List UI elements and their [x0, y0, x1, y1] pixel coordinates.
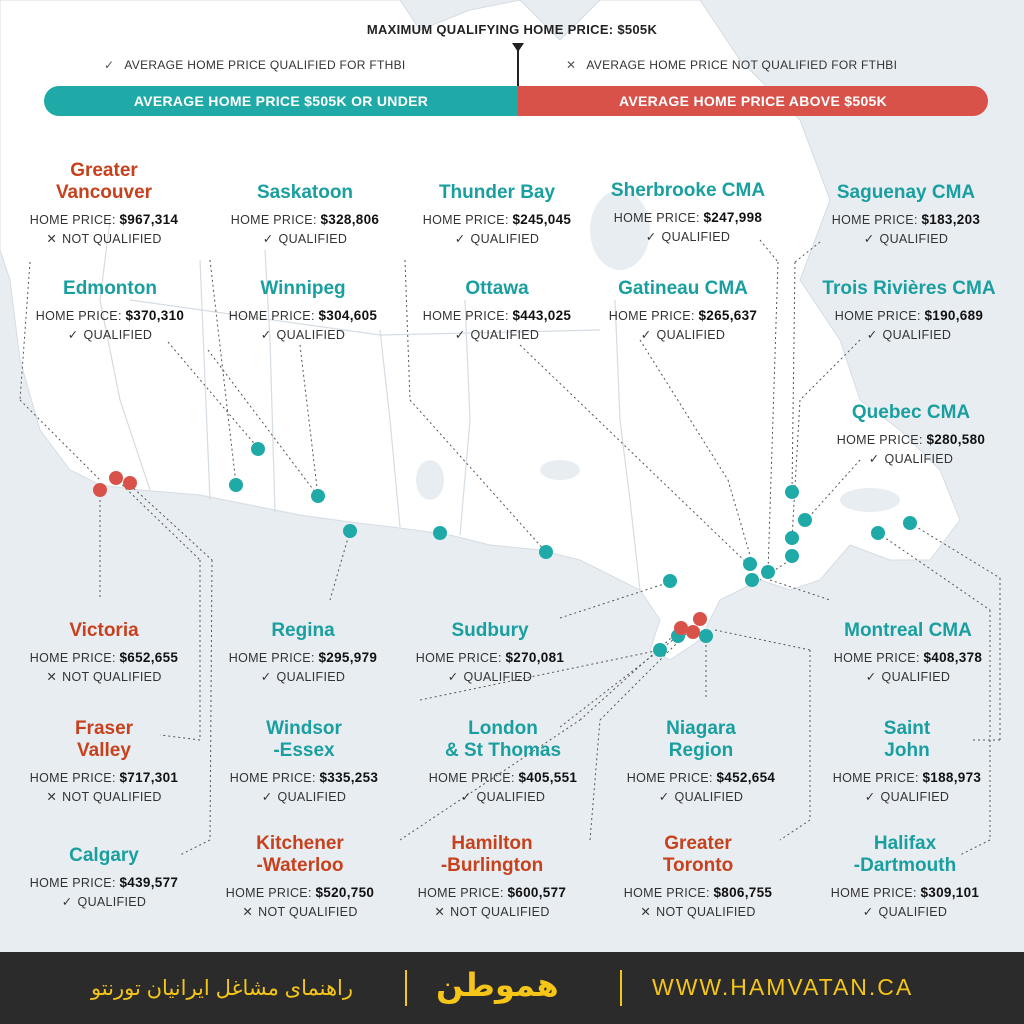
price-value: $309,101	[920, 885, 980, 900]
city-name: London & St Thomas	[444, 718, 562, 761]
check-icon: ✓	[61, 895, 73, 909]
status-text: QUALIFIED	[661, 230, 731, 244]
city-status	[805, 904, 1005, 919]
price-value: $270,081	[505, 650, 565, 665]
price-value: $652,655	[119, 650, 179, 665]
footer-tagline: راهنمای مشاغل ایرانیان تورنتو	[90, 977, 354, 1000]
city-status	[4, 231, 204, 246]
cross-icon: ✕	[46, 790, 58, 804]
price-label: HOME PRICE:	[422, 309, 513, 323]
status-text: QUALIFIED	[878, 905, 948, 919]
city-label-kitchener-waterloo	[200, 833, 400, 919]
status-text: QUALIFIED	[476, 790, 546, 804]
status-text: QUALIFIED	[276, 670, 346, 684]
city-marker-saint-john[interactable]	[871, 526, 885, 540]
status-text: QUALIFIED	[277, 790, 347, 804]
check-icon: ✓	[460, 790, 472, 804]
price-value: $520,750	[315, 885, 375, 900]
city-label-halifax-dartmouth	[805, 833, 1005, 919]
city-status	[583, 327, 783, 342]
city-name: Victoria	[69, 620, 139, 641]
city-price	[10, 308, 210, 323]
city-name: Niagara Region	[666, 718, 736, 761]
status-text: QUALIFIED	[276, 328, 346, 342]
city-label-victoria	[4, 620, 204, 684]
bar-under-threshold: AVERAGE HOME PRICE $505K OR UNDER	[44, 86, 518, 116]
price-label: HOME PRICE:	[832, 771, 923, 785]
city-price	[809, 308, 1009, 323]
city-label-hamilton-burlington	[392, 833, 592, 919]
price-label: HOME PRICE:	[836, 433, 927, 447]
city-price	[203, 308, 403, 323]
city-price	[806, 212, 1006, 227]
city-marker-sherbrooke-cma[interactable]	[761, 565, 775, 579]
city-status	[397, 327, 597, 342]
city-marker-halifax-dartmouth[interactable]	[903, 516, 917, 530]
city-status	[205, 231, 405, 246]
city-name: Windsor -Essex	[266, 718, 342, 761]
legend-not-qualified: ✕ AVERAGE HOME PRICE NOT QUALIFIED FOR FTHBI	[566, 58, 898, 72]
status-text: QUALIFIED	[884, 452, 954, 466]
city-price	[204, 770, 404, 785]
check-icon: ✓	[447, 670, 459, 684]
city-marker-greater-vancouver[interactable]	[93, 483, 107, 497]
check-icon: ✓	[645, 230, 657, 244]
status-text: NOT QUALIFIED	[258, 905, 358, 919]
price-value: $247,998	[703, 210, 763, 225]
city-name: Sherbrooke CMA	[610, 180, 766, 201]
city-name: Edmonton	[63, 278, 157, 299]
city-price	[392, 885, 592, 900]
status-text: QUALIFIED	[879, 232, 949, 246]
city-price	[805, 885, 1005, 900]
city-marker-edmonton[interactable]	[229, 478, 243, 492]
check-icon: ✓	[260, 670, 272, 684]
price-value: $443,025	[512, 308, 572, 323]
price-label: HOME PRICE:	[228, 309, 319, 323]
city-price	[598, 885, 798, 900]
city-price	[205, 212, 405, 227]
cross-icon: ✕	[434, 905, 446, 919]
city-status	[811, 451, 1011, 466]
price-value: $190,689	[924, 308, 984, 323]
city-label-windsor-essex	[204, 718, 404, 804]
cross-icon: ✕	[566, 58, 577, 72]
price-label: HOME PRICE:	[35, 309, 126, 323]
price-value: $717,301	[119, 770, 179, 785]
price-value: $405,551	[518, 770, 578, 785]
city-name: Greater Toronto	[662, 833, 734, 876]
check-icon: ✓	[454, 232, 466, 246]
city-status	[588, 229, 788, 244]
city-label-london-st-thomas	[403, 718, 603, 804]
price-label: HOME PRICE:	[626, 771, 717, 785]
city-name: Saskatoon	[256, 182, 354, 203]
city-name: Halifax -Dartmouth	[853, 833, 957, 876]
status-text: QUALIFIED	[470, 232, 540, 246]
city-marker-niagara-region[interactable]	[699, 629, 713, 643]
price-label: HOME PRICE:	[830, 886, 921, 900]
price-value: $188,973	[922, 770, 982, 785]
status-text: QUALIFIED	[83, 328, 153, 342]
price-label: HOME PRICE:	[29, 651, 120, 665]
city-label-quebec-cma	[811, 402, 1011, 466]
price-value: $265,637	[698, 308, 758, 323]
check-icon: ✓	[862, 905, 874, 919]
city-label-trois-rivieres-cma	[809, 278, 1009, 342]
city-price	[397, 308, 597, 323]
status-text: NOT QUALIFIED	[62, 232, 162, 246]
city-label-fraser-valley	[4, 718, 204, 804]
city-marker-hamilton-burlington[interactable]	[686, 625, 700, 639]
cross-icon: ✕	[46, 232, 58, 246]
bar-above-threshold: AVERAGE HOME PRICE ABOVE $505K	[518, 86, 988, 116]
city-label-regina	[203, 620, 403, 684]
status-text: NOT QUALIFIED	[656, 905, 756, 919]
city-price	[601, 770, 801, 785]
city-price	[808, 650, 1008, 665]
city-status	[403, 789, 603, 804]
cross-icon: ✕	[46, 670, 58, 684]
price-label: HOME PRICE:	[831, 213, 922, 227]
city-price	[811, 432, 1011, 447]
price-value: $370,310	[125, 308, 185, 323]
status-text: QUALIFIED	[882, 328, 952, 342]
price-label: HOME PRICE:	[415, 651, 506, 665]
city-status	[204, 789, 404, 804]
city-price	[203, 650, 403, 665]
city-price	[4, 212, 204, 227]
status-text: QUALIFIED	[77, 895, 147, 909]
city-label-thunder-bay	[397, 182, 597, 246]
city-marker-trois-rivieres-cma[interactable]	[785, 531, 799, 545]
footer-url[interactable]: WWW.HAMVATAN.CA	[652, 974, 914, 1000]
city-label-winnipeg	[203, 278, 403, 342]
city-name: Winnipeg	[260, 278, 346, 299]
price-label: HOME PRICE:	[417, 886, 508, 900]
city-marker-winnipeg[interactable]	[433, 526, 447, 540]
price-value: $328,806	[320, 212, 380, 227]
city-status	[390, 669, 590, 684]
city-label-ottawa	[397, 278, 597, 342]
city-name: Ottawa	[465, 278, 529, 299]
price-value: $335,253	[319, 770, 379, 785]
city-marker-saskatoon[interactable]	[311, 489, 325, 503]
city-price	[807, 770, 1007, 785]
city-price	[390, 650, 590, 665]
city-label-greater-vancouver	[4, 160, 204, 246]
city-price	[200, 885, 400, 900]
city-label-saguenay-cma	[806, 182, 1006, 246]
footer-separator	[405, 970, 407, 1006]
price-label: HOME PRICE:	[834, 309, 925, 323]
city-name: Sudbury	[451, 620, 529, 641]
city-marker-calgary[interactable]	[251, 442, 265, 456]
status-text: QUALIFIED	[656, 328, 726, 342]
check-icon: ✓	[658, 790, 670, 804]
city-label-saint-john	[807, 718, 1007, 804]
price-label: HOME PRICE:	[29, 771, 120, 785]
check-icon: ✓	[640, 328, 652, 342]
price-label: HOME PRICE:	[422, 213, 513, 227]
city-label-greater-toronto	[598, 833, 798, 919]
check-icon: ✓	[454, 328, 466, 342]
city-marker-ottawa[interactable]	[743, 557, 757, 571]
city-marker-greater-toronto[interactable]	[693, 612, 707, 626]
city-status	[808, 669, 1008, 684]
check-icon: ✓	[104, 58, 115, 72]
status-text: QUALIFIED	[463, 670, 533, 684]
status-text: QUALIFIED	[278, 232, 348, 246]
city-marker-windsor-essex[interactable]	[653, 643, 667, 657]
legend-qualified: ✓ AVERAGE HOME PRICE QUALIFIED FOR FTHBI	[104, 58, 406, 72]
check-icon: ✓	[864, 790, 876, 804]
price-label: HOME PRICE:	[29, 876, 120, 890]
status-text: NOT QUALIFIED	[450, 905, 550, 919]
city-label-montreal-cma	[808, 620, 1008, 684]
price-label: HOME PRICE:	[833, 651, 924, 665]
check-icon: ✓	[261, 790, 273, 804]
footer-separator	[620, 970, 622, 1006]
city-status	[4, 894, 204, 909]
city-name: Montreal CMA	[844, 620, 972, 641]
check-icon: ✓	[868, 452, 880, 466]
check-icon: ✓	[67, 328, 79, 342]
city-status	[598, 904, 798, 919]
city-price	[583, 308, 783, 323]
city-marker-saguenay-cma[interactable]	[785, 485, 799, 499]
status-text: QUALIFIED	[881, 670, 951, 684]
city-status	[601, 789, 801, 804]
status-text: QUALIFIED	[470, 328, 540, 342]
price-label: HOME PRICE:	[608, 309, 699, 323]
city-marker-montreal-cma[interactable]	[785, 549, 799, 563]
status-text: QUALIFIED	[674, 790, 744, 804]
check-icon: ✓	[262, 232, 274, 246]
city-status	[807, 789, 1007, 804]
hamvatan-logo: هموطن	[436, 967, 559, 1003]
status-text: NOT QUALIFIED	[62, 790, 162, 804]
price-label: HOME PRICE:	[229, 771, 320, 785]
city-marker-regina[interactable]	[343, 524, 357, 538]
price-label: HOME PRICE:	[623, 886, 714, 900]
city-price	[588, 210, 788, 225]
price-label: HOME PRICE:	[225, 886, 316, 900]
city-label-gatineau-cma	[583, 278, 783, 342]
city-price	[397, 212, 597, 227]
city-marker-greater-vancouver[interactable]	[123, 476, 137, 490]
city-marker-quebec-cma[interactable]	[798, 513, 812, 527]
city-status	[806, 231, 1006, 246]
price-value: $452,654	[716, 770, 776, 785]
city-name: Saguenay CMA	[836, 182, 976, 203]
check-icon: ✓	[865, 670, 877, 684]
city-name: Fraser Valley	[74, 718, 134, 761]
city-name: Kitchener -Waterloo	[256, 833, 344, 876]
price-value: $304,605	[318, 308, 378, 323]
city-label-edmonton	[10, 278, 210, 342]
city-label-sherbrooke-cma	[588, 180, 788, 244]
cross-icon: ✕	[242, 905, 254, 919]
city-status	[397, 231, 597, 246]
city-name: Gatineau CMA	[618, 278, 748, 299]
city-name: Trois Rivières CMA	[822, 278, 996, 299]
city-name: Saint John	[883, 718, 931, 761]
status-text: NOT QUALIFIED	[62, 670, 162, 684]
price-value: $439,577	[119, 875, 179, 890]
city-price	[4, 875, 204, 890]
city-price	[4, 650, 204, 665]
city-status	[809, 327, 1009, 342]
price-value: $600,577	[507, 885, 567, 900]
city-label-calgary	[4, 845, 204, 909]
city-marker-greater-vancouver[interactable]	[109, 471, 123, 485]
city-name: Calgary	[69, 845, 139, 866]
city-status	[203, 669, 403, 684]
price-label: HOME PRICE:	[29, 213, 120, 227]
price-label: HOME PRICE:	[428, 771, 519, 785]
city-status	[203, 327, 403, 342]
price-label: HOME PRICE:	[228, 651, 319, 665]
price-value: $806,755	[713, 885, 773, 900]
city-marker-kitchener-waterloo[interactable]	[674, 621, 688, 635]
price-label: HOME PRICE:	[230, 213, 321, 227]
status-text: QUALIFIED	[880, 790, 950, 804]
city-name: Greater Vancouver	[55, 160, 153, 203]
city-name: Thunder Bay	[438, 182, 556, 203]
price-value: $408,378	[923, 650, 983, 665]
price-value: $295,979	[318, 650, 378, 665]
price-value: $280,580	[926, 432, 986, 447]
footer	[0, 952, 1024, 1024]
city-label-niagara-region	[601, 718, 801, 804]
city-status	[4, 669, 204, 684]
price-label: HOME PRICE:	[613, 211, 704, 225]
city-price	[403, 770, 603, 785]
city-name: Hamilton -Burlington	[440, 833, 544, 876]
city-name: Regina	[271, 620, 335, 641]
city-marker-sudbury[interactable]	[663, 574, 677, 588]
price-value: $245,045	[512, 212, 572, 227]
cross-icon: ✕	[640, 905, 652, 919]
city-status	[392, 904, 592, 919]
city-marker-gatineau-cma[interactable]	[745, 573, 759, 587]
check-icon: ✓	[260, 328, 272, 342]
city-status	[4, 789, 204, 804]
check-icon: ✓	[863, 232, 875, 246]
city-status	[10, 327, 210, 342]
city-price	[4, 770, 204, 785]
price-value: $967,314	[119, 212, 179, 227]
max-price-title: MAXIMUM QUALIFYING HOME PRICE: $505K	[366, 22, 658, 37]
price-value: $183,203	[921, 212, 981, 227]
city-label-saskatoon	[205, 182, 405, 246]
city-status	[200, 904, 400, 919]
city-marker-thunder-bay[interactable]	[539, 545, 553, 559]
city-label-sudbury	[390, 620, 590, 684]
city-name: Quebec CMA	[851, 402, 971, 423]
check-icon: ✓	[866, 328, 878, 342]
